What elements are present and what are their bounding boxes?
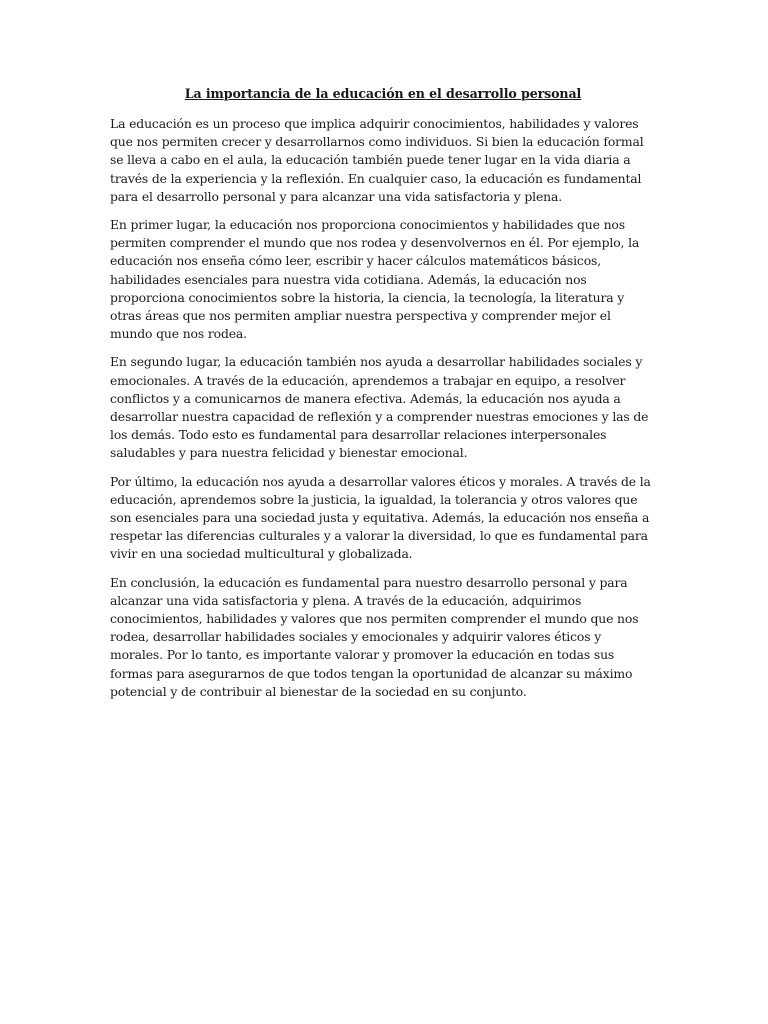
paragraph-segundo-lugar: En segundo lugar, la educación también nos ayuda a desarrollar habilidades sociales y emocionales. A través de la educación, aprendemos a trabajar en equipo, a resolver conflictos y a comunicarnos de manera efectiva. Además, la educación nos ayuda a desarrollar nuestra capacidad de reflexión y a comprender nuestras emociones y las de los demás. Todo esto es fundamental para desarrollar relaciones interpersonales saludables y para nuestra felicidad y bienestar emocional.	[110, 354, 649, 461]
paragraph-introduccion: La educación es un proceso que implica adquirir conocimientos, habilidades y valores que nos permiten crecer y desarrollarnos como individuos. Si bien la educación formal se lleva a cabo en el aula, la educación también puede tener lugar en la vida diaria a través de la experiencia y la reflexión. En cualquier caso, la educación es fundamental para el desarrollo personal y para alcanzar una vida satisfactoria y plena.	[110, 116, 644, 204]
paragraph-por-ultimo: Por último, la educación nos ayuda a desarrollar valores éticos y morales. A través de la educación, aprendemos sobre la justicia, la igualdad, la tolerancia y otros valores que son esenciales para una sociedad justa y equitativa. Además, la educación nos enseña a respetar las diferencias culturales y a valorar la diversidad, lo que es fundamental para vivir en una sociedad multicultural y globalizada.	[110, 473, 651, 562]
document-title: La importancia de la educación en el desarrollo personal	[184, 86, 582, 101]
paragraph-primer-lugar: En primer lugar, la educación nos proporciona conocimientos y habilidades que nos permiten comprender el mundo que nos rodea y desenvolvernos en él. Por ejemplo, la educación nos enseña cómo leer, escribir y hacer cálculos matemáticos básicos, habilidades esenciales para nuestra vida cotidiana. Además, la educación nos proporciona conocimientos sobre la historia, la ciencia, la tecnología, la literatura y otras áreas que nos permiten ampliar nuestra perspectiva y comprender mejor el mundo que nos rodea.	[110, 217, 640, 342]
paragraph-conclusion: En conclusión, la educación es fundamental para nuestro desarrollo personal y para alcanzar una vida satisfactoria y plena. A través de la educación, adquirimos conocimientos, habilidades y valores que nos permiten comprender el mundo que nos rodea, desarrollar habilidades sociales y emocionales y adquirir valores éticos y morales. Por lo tanto, es importante valorar y promover la educación en todas sus formas para asegurarnos de que todos tengan la oportunidad de alcanzar su máximo potencial y de contribuir al bienestar de la sociedad en su conjunto.	[110, 574, 639, 699]
